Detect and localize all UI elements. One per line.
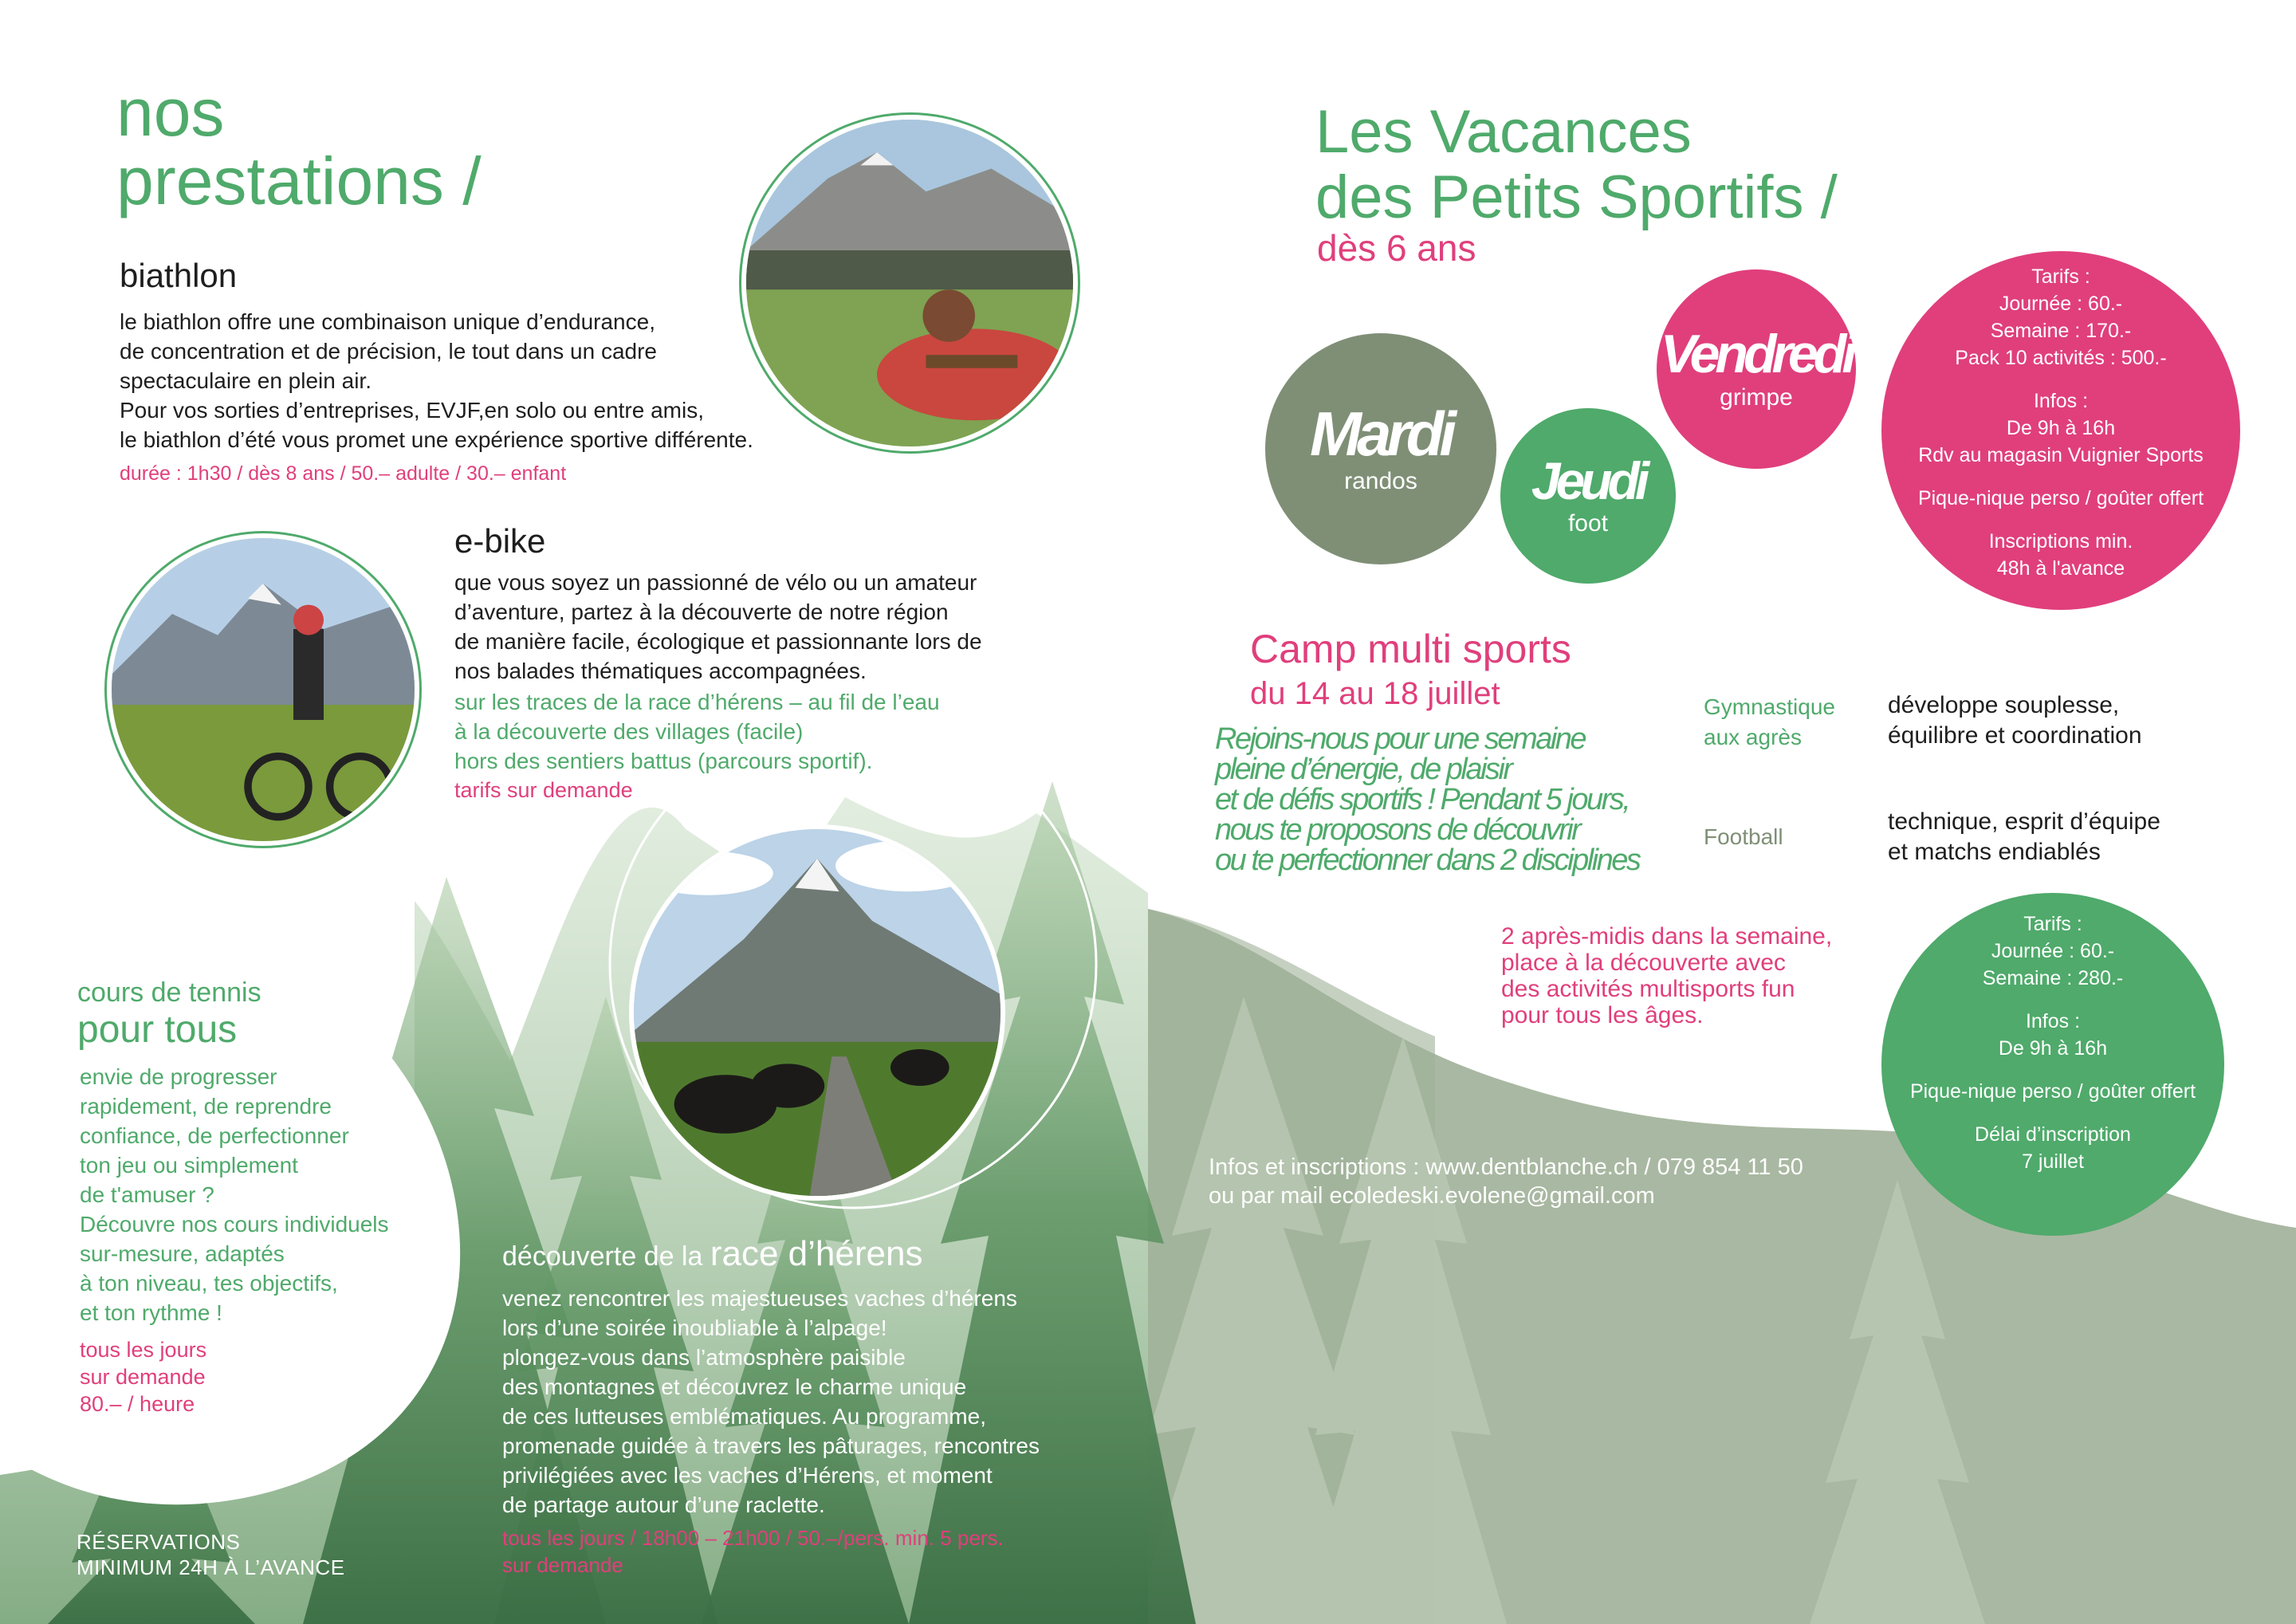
picnic-line: Pique-nique perso / goûter offert xyxy=(1909,1080,2196,1103)
heading-line-1: nos xyxy=(116,75,225,150)
tarifs-title: Tarifs : xyxy=(2023,913,2082,935)
tarif-line: Pack 10 activités : 500.- xyxy=(1955,347,2167,369)
ebike-routes: sur les traces de la race d’hérens – au fil de l’eau à la découverte des villages (facile) hors des sentiers battus (parcours sportif). xyxy=(454,690,940,773)
day-activity: foot xyxy=(1567,510,1609,537)
right-heading-line-2: des Petits Sportifs / xyxy=(1315,163,1838,231)
day-bubble-jeudi xyxy=(1500,408,1676,584)
discipline-desc-gym: développe souplesse, équilibre et coordination xyxy=(1888,692,2142,749)
tarifs-group xyxy=(1881,910,2224,992)
camp-title: Camp multi sports xyxy=(1250,627,1571,671)
camp-afternoons: 2 après-midis dans la semaine, place à la découverte avec des activités multisports fun pour tous les âges. xyxy=(1501,923,1833,1028)
tarif-line: Journée : 60.- xyxy=(1999,293,2123,315)
discipline-name-football: Football xyxy=(1704,824,1783,849)
right-heading-line-1: Les Vacances xyxy=(1315,98,1692,166)
tennis-body: envie de progresser rapidement, de reprendre confiance, de perfectionner ton jeu ou simplement de t'amuser ? Découvre nos cours individuels sur-mesure, adaptés à ton niveau, tes objectifs, et ton rythme ! xyxy=(80,1064,389,1325)
tarifs-group xyxy=(1881,263,2240,372)
herens-photo xyxy=(634,829,1001,1196)
day-name: Vendredi xyxy=(1660,324,1853,384)
ebike-photo xyxy=(112,538,415,841)
herens-body: venez rencontrer les majestueuses vaches d’hérens lors d’une soirée inoubliable à l’alpage! plongez-vous dans l’atmosphère paisible des montagnes et découvrez le charme unique de ces lutteuses emblématiques. Au programme, promenade guidée à travers les pâturages, rencontres privilégiées avec les vaches d’Hérens, et moment de partage autour d’une raclette. xyxy=(502,1286,1040,1517)
herens-details: tous les jours / 18h00 – 21h00 / 50.–/pers. min. 5 pers. sur demande xyxy=(502,1526,1004,1577)
biathlon-title: biathlon xyxy=(120,257,238,294)
reservations-note: RÉSERVATIONS MINIMUM 24H À L’AVANCE xyxy=(77,1530,345,1579)
info-line: Rdv au magasin Vuignier Sports xyxy=(1918,444,2204,466)
camp-dates: du 14 au 18 juillet xyxy=(1250,676,1500,711)
tarif-line: Semaine : 170.- xyxy=(1990,320,2132,342)
day-bubble-mardi xyxy=(1265,333,1496,564)
inscriptions-group xyxy=(1881,528,2240,582)
tarif-line: Journée : 60.- xyxy=(1991,940,2115,962)
tarif-line: Semaine : 280.- xyxy=(1982,967,2124,989)
camp-intro: Rejoins-nous pour une semaine pleine d’énergie, de plaisir et de défis sportifs ! Pendant 5 jours, nous te proposons de découvrir ou te perfectionner dans 2 disciplines xyxy=(1215,722,1640,877)
age-label: dès 6 ans xyxy=(1317,227,1476,269)
contact-line-2: ou par mail ecoledeski.evolene@gmail.com xyxy=(1209,1183,1655,1209)
day-name: Jeudi xyxy=(1531,451,1645,510)
deadline-line: Délai d’inscription xyxy=(1975,1123,2131,1146)
info-bubble-camp xyxy=(1881,893,2224,1236)
contact-line-1: Infos et inscriptions : www.dentblanche.ch / 079 854 11 50 xyxy=(1209,1154,1803,1180)
ebike-body: que vous soyez un passionné de vélo ou un amateur d’aventure, partez à la découverte de notre région de manière facile, écologique et passionnante lors de nos balades thématiques accompagnées. xyxy=(454,570,982,683)
tennis-details: tous les jours sur demande 80.– / heure xyxy=(80,1338,207,1416)
day-activity: randos xyxy=(1344,468,1417,494)
deadline-group xyxy=(1881,1121,2224,1175)
biathlon-details: durée : 1h30 / dès 8 ans / 50.– adulte / 30.– enfant xyxy=(120,462,567,485)
herens-title-main: race d’hérens xyxy=(710,1234,923,1273)
left-heading xyxy=(116,75,482,218)
discipline-desc-football: technique, esprit d’équipe et matchs endiablés xyxy=(1888,808,2160,865)
infos-group xyxy=(1881,1008,2224,1062)
day-activity: grimpe xyxy=(1720,384,1793,411)
infos-group xyxy=(1881,387,2240,469)
tennis-title-line-1: cours de tennis xyxy=(77,977,261,1008)
inscriptions-line: Inscriptions min. xyxy=(1988,530,2133,552)
ebike-title: e-bike xyxy=(454,522,546,560)
right-heading xyxy=(1315,100,1838,230)
biathlon-body: le biathlon offre une combinaison unique d’endurance, de concentration et de précision, le tout dans un cadre spectaculaire en plein air. Pour vos sorties d’entreprises, EVJF,en solo ou entre amis, le biathlon d’été vous promet une expérience sportive différente. xyxy=(120,309,753,452)
infos-title: Infos : xyxy=(2033,390,2089,412)
deadline-line: 7 juillet xyxy=(2022,1150,2084,1173)
infos-title: Infos : xyxy=(2025,1010,2081,1032)
tennis-title-line-2: pour tous xyxy=(77,1009,238,1051)
inscriptions-line: 48h à l'avance xyxy=(1996,557,2125,580)
picnic-line: Pique-nique perso / goûter offert xyxy=(1917,487,2204,509)
discipline-name-gym: Gymnastique aux agrès xyxy=(1704,694,1835,749)
contact-info xyxy=(1209,1153,1803,1210)
info-bubble-weekly xyxy=(1881,251,2240,610)
herens-title-prefix: découverte de la xyxy=(502,1241,710,1272)
herens-title xyxy=(502,1234,922,1274)
tennis-title xyxy=(77,977,261,1052)
heading-line-2: prestations / xyxy=(116,144,482,218)
day-name: Mardi xyxy=(1309,399,1453,469)
tarifs-title: Tarifs : xyxy=(2031,265,2090,288)
day-bubble-vendredi xyxy=(1657,269,1856,469)
ebike-price: tarifs sur demande xyxy=(454,778,633,802)
info-line: De 9h à 16h xyxy=(2006,417,2116,439)
info-line: De 9h à 16h xyxy=(1998,1037,2108,1060)
